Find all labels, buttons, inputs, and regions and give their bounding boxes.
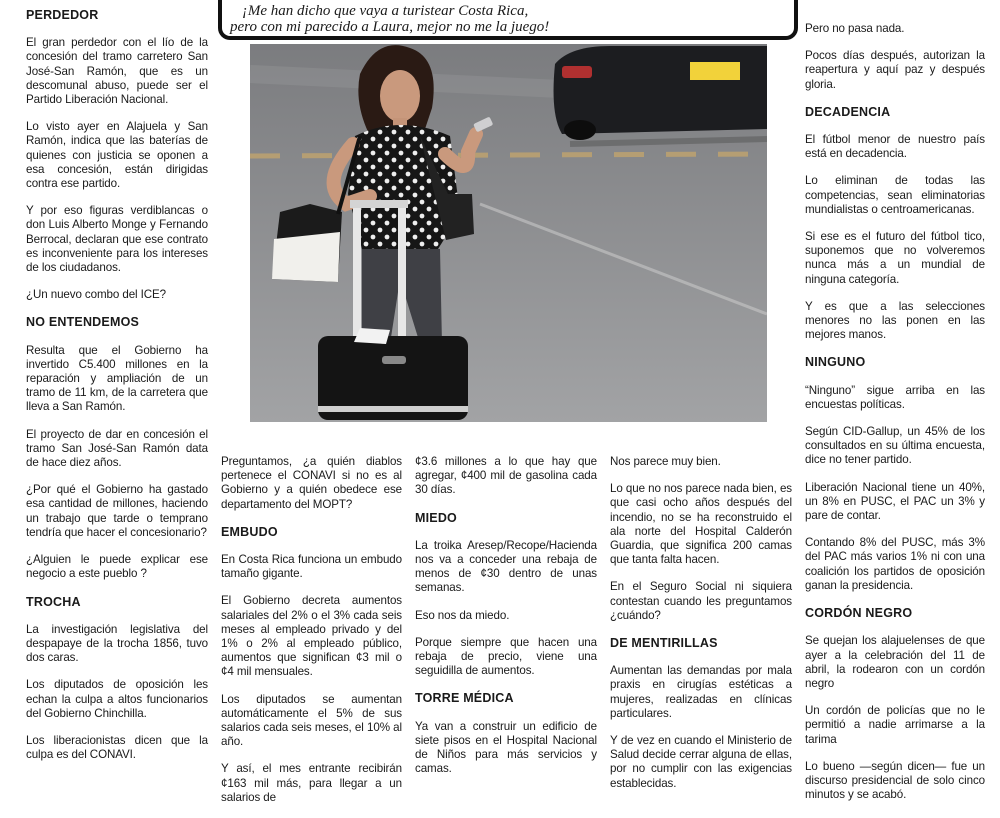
paragraph: Y así, el mes entrante recibirán ¢163 mil más, para llegar a un salarios de [221,762,402,804]
paragraph: La investigación legislativa del despapaye de la trocha 1856, tuvo dos caras. [26,622,208,665]
paragraph: ¿Alguien le puede explicar ese negocio a este pueblo ? [26,553,208,581]
parked-car-icon [554,46,767,144]
section-heading: MIEDO [415,510,457,525]
paragraph: Lo que no nos parece nada bien, es que casi ocho años después del incendio, no se ha reconstruido el ala norte del Hospital Calderón Guardia, que significa 200 camas que tanta falta hacen. [610,482,792,567]
paragraph: Y es que a las selecciones menores no las ponen en las mejores manos. [805,299,985,342]
paragraph: Un cordón de policías que no le permitió a nadie arrimarse a la tarima [805,704,985,746]
section-heading: TORRE MÉDICA [415,691,514,706]
paragraph: Ya van a construir un edificio de siete pisos en el Hospital Nacional de Niños para más servicios y camas. [415,719,597,776]
paragraph: Si ese es el futuro del fútbol tico, suponemos que no volveremos nunca más a un mundial de ninguna categoría. [805,230,985,286]
section-heading: TROCHA [26,594,81,609]
section-heading: NO ENTENDEMOS [26,315,140,330]
paragraph: Contando 8% del PUSC, más 3% del PAC más varios 1% ni con una coalición los partidos de oposición ganan la presidencia. [805,536,985,592]
paragraph: Y de vez en cuando el Ministerio de Salud decide cerrar alguna de ellas, por no cumplir con las exigencias establecidas. [610,734,792,790]
section-heading: NINGUNO [805,355,866,370]
column-5 [805,22,985,815]
section-heading: EMBUDO [221,524,278,539]
section-heading: PERDEDOR [26,8,99,22]
paragraph: Pero no pasa nada. [805,22,905,35]
column-4 [610,455,792,804]
section-heading: DE MENTIRILLAS [610,636,718,651]
paragraph: En Costa Rica funciona un embudo tamaño gigante. [221,553,402,581]
paragraph: ¿Un nuevo combo del ICE? [26,288,167,302]
paragraph: Resulta que el Gobierno ha invertido C5.400 millones en la reparación y ampliación de un tramo de 11 km, de la carretera que lleva a San Ramón. [26,343,208,414]
paragraph: Los liberacionistas dicen que la culpa es del CONAVI. [26,733,208,762]
caption-line-2: pero con mi parecido a Laura, mejor no me la juego! [230,19,550,35]
paragraph: Lo bueno —según dicen— fue un discurso presidencial de solo cinco minutos y se acabó. [805,759,985,802]
paragraph: Y por eso figuras verdiblancas o don Luis Alberto Monge y Fernando Berrocal, declaran que ese contrato es inconveniente para los intereses de los ciudadanos. [26,204,208,275]
column-1 [26,8,208,775]
paragraph: Lo eliminan de todas las competencias, sean eliminatorias mundialistas o centroamericanas. [805,174,985,216]
news-photo [250,44,767,422]
paragraph: “Ninguno” sigue arriba en las encuestas políticas. [805,383,985,411]
paragraph: En el Seguro Social ni siquiera contestan cuando les preguntamos ¿cuándo? [610,580,792,622]
photo-caption-box [218,0,798,40]
paragraph: El fútbol menor de nuestro país está en decadencia. [805,133,985,161]
caption-line-1: ¡Me han dicho que vaya a turistear Costa Rica, [242,3,529,19]
paragraph: ¢3.6 millones a lo que hay que agregar, ¢400 mil de gasolina cada 30 días. [415,455,597,497]
paragraph: Según CID-Gallup, un 45% de los consultados en su última encuesta, dice no tener partido. [805,425,985,467]
paragraph: La troika Aresep/Recope/Hacienda nos va a conceder una rebaja de menos de ¢30 dentro de unas semanas. [415,538,597,595]
paragraph: Lo visto ayer en Alajuela y San Ramón, indica que las baterías de quienes con justicia se oponen a esa concesión, están dirigidas contra ese partido. [26,120,208,191]
column-2 [221,455,402,818]
photo-illustration [250,44,767,422]
paragraph: El gran perdedor con el lío de la concesión del tramo carretero San José-San Ramón, que es un descomunal abuso, puede ser el Partido Liberación Nacional. [26,36,208,107]
paragraph: El proyecto de dar en concesión el tramo San José-San Ramón data de hace diez años. [26,427,208,470]
paragraph: Los diputados se aumentan automáticamente el 5% de sus salarios cada seis meses, el 10% al año. [221,692,402,749]
paragraph: Se quejan los alajuelenses de que ayer a la celebración del 11 de abril, la rodearon con un cordón negro [805,634,985,690]
paragraph: ¿Por qué el Gobierno ha gastado esa cantidad de millones, haciendo un trabajo que tarde o temprano tendría que hacer el concesionario? [26,483,208,539]
column-3 [415,455,597,789]
paragraph: Liberación Nacional tiene un 40%, un 8% en PUSC, el PAC un 3% y pare de contar. [805,480,985,523]
paragraph: Preguntamos, ¿a quién diablos pertenece el CONAVI si no es al Gobierno y a quién obedece ese departamento del MOPT? [221,455,402,511]
paragraph: Eso nos da miedo. [415,608,510,622]
section-heading: CORDÓN NEGRO [805,606,913,621]
paragraph: Porque siempre que hacen una rebaja de precio, viene una seguidilla de aumentos. [415,635,597,678]
section-heading: DECADENCIA [805,104,891,119]
paragraph: El Gobierno decreta aumentos salariales del 2% o el 3% cada seis meses al empleado privado y del 1% o 2% al empleado público, aumentos que significan ¢3 mil o ¢4 mil mensuales. [221,594,402,679]
paragraph: Nos parece muy bien. [610,455,721,468]
paragraph: Aumentan las demandas por mala praxis en cirugías estéticas a mujeres, realizadas en clínicas particulares. [610,664,792,720]
paragraph: Pocos días después, autorizan la reapertura y aquí paz y después gloria. [805,49,985,91]
paragraph: Los diputados de oposición les echan la culpa a altos funcionarios del Gobierno Chinchilla. [26,678,208,720]
